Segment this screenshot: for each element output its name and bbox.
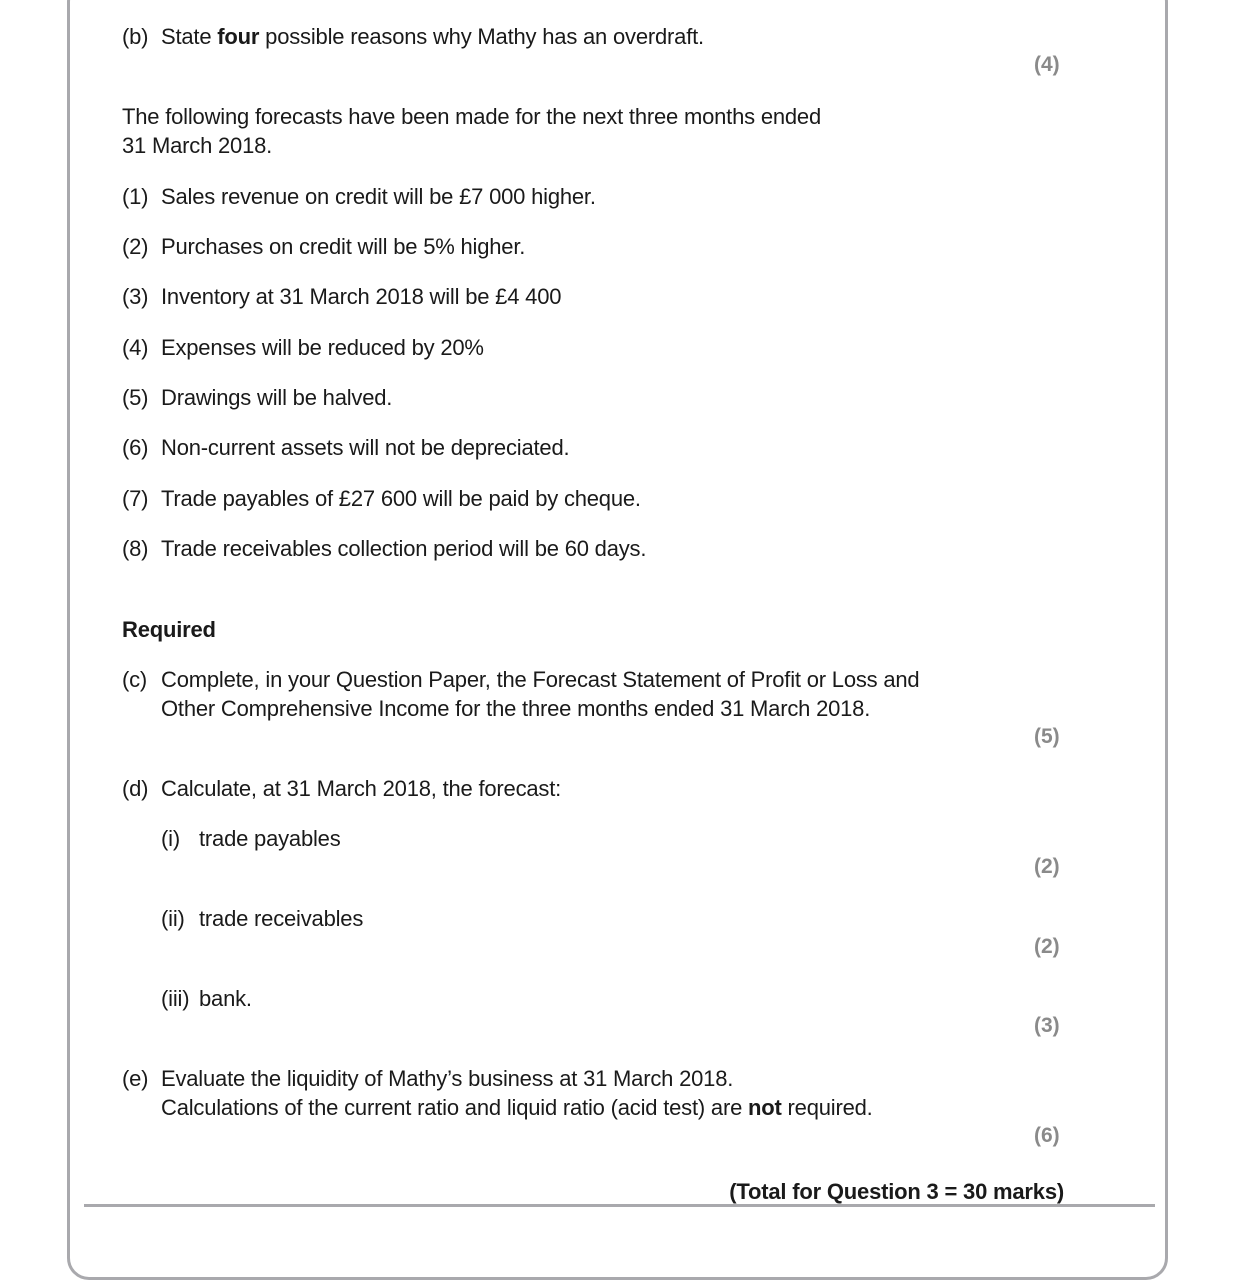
text: required. (781, 1095, 873, 1120)
forecast-item (122, 282, 561, 311)
text: Non-current assets will not be depreciated. (161, 435, 570, 460)
marks-d-ii: (2) (1034, 935, 1060, 958)
text: Expenses will be reduced by 20% (161, 335, 484, 360)
label: (7) (122, 486, 149, 511)
label: (2) (122, 234, 149, 259)
label: (5) (122, 385, 149, 410)
forecast-item (122, 433, 569, 462)
question-c (122, 665, 919, 694)
marks-d-iii: (3) (1034, 1014, 1060, 1037)
text: Evaluate the liquidity of Mathy’s business at 31 March 2018. (161, 1066, 734, 1091)
marks-e: (6) (1034, 1124, 1060, 1147)
label: (c) (122, 667, 148, 692)
question-d-ii (161, 904, 363, 933)
text: trade receivables (199, 906, 364, 931)
label: (1) (122, 184, 149, 209)
label: (8) (122, 536, 149, 561)
question-e (122, 1064, 733, 1093)
forecast-item (122, 182, 596, 211)
intro-line-2: 31 March 2018. (122, 133, 273, 158)
forecast-item (122, 333, 484, 362)
question-e-line2 (161, 1093, 873, 1122)
text: trade payables (199, 826, 341, 851)
label: (d) (122, 776, 149, 801)
text: Calculations of the current ratio and liquid ratio (acid test) are (161, 1095, 749, 1120)
text: Sales revenue on credit will be £7 000 higher. (161, 184, 596, 209)
text: Inventory at 31 March 2018 will be £4 400 (161, 284, 562, 309)
marks-c: (5) (1034, 725, 1060, 748)
text: Drawings will be halved. (161, 385, 393, 410)
forecast-item (122, 484, 641, 513)
label: (e) (122, 1066, 149, 1091)
emphasis: four (217, 24, 260, 49)
question-c-line2: Other Comprehensive Income for the three months ended 31 March 2018. (161, 696, 871, 721)
text: Complete, in your Question Paper, the Forecast Statement of Profit or Loss and (161, 667, 920, 692)
forecast-item (122, 534, 646, 563)
required-heading: Required (122, 617, 216, 642)
question-d-iii (161, 984, 252, 1013)
marks-b: (4) (1034, 53, 1060, 76)
text: possible reasons why Mathy has an overdraft. (259, 24, 704, 49)
text: bank. (199, 986, 252, 1011)
label: (6) (122, 435, 149, 460)
label: (ii) (161, 906, 185, 931)
label: (i) (161, 826, 180, 851)
text: State (161, 24, 218, 49)
question-b (122, 22, 704, 51)
total-marks: (Total for Question 3 = 30 marks) (729, 1179, 1064, 1204)
emphasis: not (748, 1095, 782, 1120)
text: Purchases on credit will be 5% higher. (161, 234, 526, 259)
marks-d-i: (2) (1034, 855, 1060, 878)
label: (4) (122, 335, 149, 360)
label: (3) (122, 284, 149, 309)
forecast-item (122, 383, 392, 412)
text: Trade receivables collection period will be 60 days. (161, 536, 647, 561)
forecast-item (122, 232, 525, 261)
question-d-i (161, 824, 341, 853)
label: (iii) (161, 986, 190, 1011)
label: (b) (122, 24, 149, 49)
intro-line-1: The following forecasts have been made for the next three months ended (122, 104, 821, 129)
text: Calculate, at 31 March 2018, the forecast: (161, 776, 562, 801)
question-d (122, 774, 561, 803)
text: Trade payables of £27 600 will be paid by cheque. (161, 486, 641, 511)
